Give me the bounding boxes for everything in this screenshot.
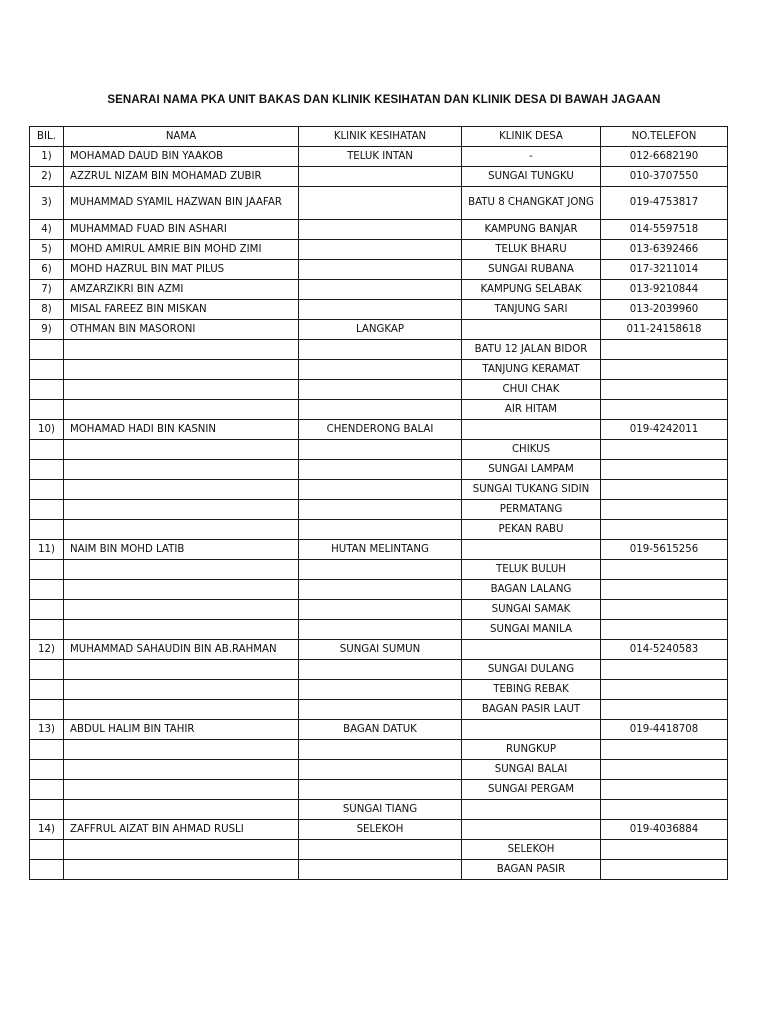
table-row bbox=[30, 520, 728, 540]
table-row bbox=[30, 320, 728, 340]
cell-no-telefon: 019-4418708 bbox=[601, 720, 728, 740]
cell-nama: ABDUL HALIM BIN TAHIR bbox=[64, 720, 299, 740]
cell-bil: 9) bbox=[30, 320, 64, 340]
cell-klinik-kesihatan bbox=[299, 600, 462, 620]
table-row bbox=[30, 380, 728, 400]
cell-no-telefon bbox=[601, 760, 728, 780]
cell-klinik-kesihatan: SELEKOH bbox=[299, 820, 462, 840]
cell-no-telefon bbox=[601, 780, 728, 800]
header-bil: BIL. bbox=[30, 127, 64, 147]
cell-klinik-desa: SELEKOH bbox=[462, 840, 601, 860]
cell-klinik-kesihatan bbox=[299, 500, 462, 520]
cell-no-telefon bbox=[601, 580, 728, 600]
table-row bbox=[30, 680, 728, 700]
table-row bbox=[30, 280, 728, 300]
cell-no-telefon bbox=[601, 480, 728, 500]
cell-nama bbox=[64, 460, 299, 480]
cell-nama bbox=[64, 340, 299, 360]
cell-bil: 11) bbox=[30, 540, 64, 560]
cell-nama bbox=[64, 440, 299, 460]
cell-bil: 13) bbox=[30, 720, 64, 740]
cell-bil bbox=[30, 860, 64, 880]
cell-klinik-kesihatan bbox=[299, 260, 462, 280]
cell-bil bbox=[30, 500, 64, 520]
cell-no-telefon bbox=[601, 620, 728, 640]
cell-bil: 10) bbox=[30, 420, 64, 440]
cell-bil: 4) bbox=[30, 220, 64, 240]
cell-bil bbox=[30, 520, 64, 540]
cell-bil: 5) bbox=[30, 240, 64, 260]
cell-klinik-kesihatan bbox=[299, 700, 462, 720]
cell-no-telefon bbox=[601, 660, 728, 680]
cell-klinik-kesihatan bbox=[299, 480, 462, 500]
cell-bil bbox=[30, 700, 64, 720]
cell-nama bbox=[64, 500, 299, 520]
cell-klinik-kesihatan bbox=[299, 620, 462, 640]
cell-klinik-desa: BATU 12 JALAN BIDOR bbox=[462, 340, 601, 360]
header-klinik-kesihatan: KLINIK KESIHATAN bbox=[299, 127, 462, 147]
cell-klinik-desa: SUNGAI TUNGKU bbox=[462, 167, 601, 187]
table-row bbox=[30, 640, 728, 660]
cell-klinik-kesihatan bbox=[299, 660, 462, 680]
cell-no-telefon bbox=[601, 840, 728, 860]
cell-no-telefon: 014-5240583 bbox=[601, 640, 728, 660]
cell-no-telefon bbox=[601, 600, 728, 620]
cell-nama: MOHD AMIRUL AMRIE BIN MOHD ZIMI bbox=[64, 240, 299, 260]
cell-no-telefon: 013-2039960 bbox=[601, 300, 728, 320]
cell-klinik-desa: SUNGAI TUKANG SIDIN bbox=[462, 480, 601, 500]
cell-klinik-kesihatan bbox=[299, 840, 462, 860]
cell-klinik-desa: SUNGAI PERGAM bbox=[462, 780, 601, 800]
cell-nama: MOHD HAZRUL BIN MAT PILUS bbox=[64, 260, 299, 280]
cell-klinik-desa: SUNGAI MANILA bbox=[462, 620, 601, 640]
cell-nama bbox=[64, 580, 299, 600]
cell-no-telefon: 019-4753817 bbox=[601, 187, 728, 220]
table-row bbox=[30, 147, 728, 167]
cell-nama bbox=[64, 360, 299, 380]
cell-klinik-kesihatan: SUNGAI SUMUN bbox=[299, 640, 462, 660]
table-row bbox=[30, 720, 728, 740]
cell-bil bbox=[30, 660, 64, 680]
cell-nama bbox=[64, 800, 299, 820]
table-row bbox=[30, 400, 728, 420]
cell-bil bbox=[30, 460, 64, 480]
cell-no-telefon bbox=[601, 340, 728, 360]
cell-nama bbox=[64, 480, 299, 500]
cell-klinik-desa: KAMPUNG BANJAR bbox=[462, 220, 601, 240]
cell-no-telefon: 010-3707550 bbox=[601, 167, 728, 187]
cell-no-telefon bbox=[601, 360, 728, 380]
table-row bbox=[30, 540, 728, 560]
cell-bil bbox=[30, 360, 64, 380]
cell-bil: 6) bbox=[30, 260, 64, 280]
cell-bil bbox=[30, 840, 64, 860]
cell-nama: MOHAMAD DAUD BIN YAAKOB bbox=[64, 147, 299, 167]
cell-klinik-desa bbox=[462, 320, 601, 340]
cell-klinik-kesihatan bbox=[299, 300, 462, 320]
cell-nama bbox=[64, 700, 299, 720]
cell-klinik-kesihatan bbox=[299, 440, 462, 460]
cell-nama: AMZARZIKRI BIN AZMI bbox=[64, 280, 299, 300]
cell-no-telefon: 019-4242011 bbox=[601, 420, 728, 440]
table-row bbox=[30, 220, 728, 240]
cell-klinik-kesihatan bbox=[299, 520, 462, 540]
cell-klinik-desa: SUNGAI LAMPAM bbox=[462, 460, 601, 480]
cell-no-telefon bbox=[601, 860, 728, 880]
cell-klinik-desa: TANJUNG KERAMAT bbox=[462, 360, 601, 380]
cell-klinik-desa: BAGAN PASIR LAUT bbox=[462, 700, 601, 720]
cell-klinik-desa bbox=[462, 540, 601, 560]
table-row bbox=[30, 420, 728, 440]
cell-bil: 2) bbox=[30, 167, 64, 187]
cell-no-telefon bbox=[601, 700, 728, 720]
cell-klinik-desa: TEBING REBAK bbox=[462, 680, 601, 700]
cell-bil bbox=[30, 480, 64, 500]
cell-klinik-kesihatan bbox=[299, 860, 462, 880]
table-row bbox=[30, 460, 728, 480]
cell-klinik-kesihatan bbox=[299, 680, 462, 700]
cell-no-telefon bbox=[601, 460, 728, 480]
cell-klinik-kesihatan bbox=[299, 580, 462, 600]
cell-klinik-kesihatan: SUNGAI TIANG bbox=[299, 800, 462, 820]
cell-no-telefon bbox=[601, 440, 728, 460]
cell-nama bbox=[64, 520, 299, 540]
cell-bil: 7) bbox=[30, 280, 64, 300]
table-row bbox=[30, 340, 728, 360]
header-nama: NAMA bbox=[64, 127, 299, 147]
table-row bbox=[30, 620, 728, 640]
table-row bbox=[30, 800, 728, 820]
table-row bbox=[30, 187, 728, 220]
cell-klinik-kesihatan bbox=[299, 187, 462, 220]
cell-bil bbox=[30, 400, 64, 420]
table-row bbox=[30, 500, 728, 520]
cell-klinik-desa: - bbox=[462, 147, 601, 167]
cell-klinik-desa: BATU 8 CHANGKAT JONG bbox=[462, 187, 601, 220]
table-row bbox=[30, 440, 728, 460]
cell-klinik-desa bbox=[462, 720, 601, 740]
cell-nama: MUHAMMAD SAHAUDIN BIN AB.RAHMAN bbox=[64, 640, 299, 660]
table-header-row bbox=[30, 127, 728, 147]
cell-klinik-desa: SUNGAI DULANG bbox=[462, 660, 601, 680]
cell-no-telefon bbox=[601, 500, 728, 520]
cell-klinik-desa: TANJUNG SARI bbox=[462, 300, 601, 320]
cell-klinik-desa: CHUI CHAK bbox=[462, 380, 601, 400]
cell-nama: ZAFFRUL AIZAT BIN AHMAD RUSLI bbox=[64, 820, 299, 840]
cell-klinik-kesihatan bbox=[299, 460, 462, 480]
cell-klinik-desa: RUNGKUP bbox=[462, 740, 601, 760]
cell-klinik-kesihatan bbox=[299, 360, 462, 380]
cell-bil bbox=[30, 440, 64, 460]
cell-nama: AZZRUL NIZAM BIN MOHAMAD ZUBIR bbox=[64, 167, 299, 187]
cell-bil bbox=[30, 340, 64, 360]
cell-klinik-kesihatan bbox=[299, 340, 462, 360]
cell-klinik-kesihatan bbox=[299, 780, 462, 800]
cell-klinik-desa bbox=[462, 800, 601, 820]
cell-klinik-desa: SUNGAI RUBANA bbox=[462, 260, 601, 280]
cell-nama: MOHAMAD HADI BIN KASNIN bbox=[64, 420, 299, 440]
cell-nama bbox=[64, 380, 299, 400]
cell-nama bbox=[64, 680, 299, 700]
cell-klinik-kesihatan: HUTAN MELINTANG bbox=[299, 540, 462, 560]
header-klinik-desa: KLINIK DESA bbox=[462, 127, 601, 147]
cell-klinik-desa bbox=[462, 820, 601, 840]
table-row bbox=[30, 840, 728, 860]
cell-nama bbox=[64, 400, 299, 420]
document-title: SENARAI NAMA PKA UNIT BAKAS DAN KLINIK KESIHATAN DAN KLINIK DESA DI BAWAH JAGAAN bbox=[107, 94, 661, 106]
cell-nama bbox=[64, 740, 299, 760]
cell-no-telefon: 014-5597518 bbox=[601, 220, 728, 240]
cell-bil bbox=[30, 600, 64, 620]
cell-no-telefon bbox=[601, 380, 728, 400]
cell-klinik-kesihatan bbox=[299, 167, 462, 187]
cell-bil bbox=[30, 620, 64, 640]
cell-no-telefon: 011-24158618 bbox=[601, 320, 728, 340]
cell-klinik-desa: CHIKUS bbox=[462, 440, 601, 460]
cell-klinik-desa: TELUK BULUH bbox=[462, 560, 601, 580]
cell-klinik-kesihatan bbox=[299, 760, 462, 780]
table-row bbox=[30, 167, 728, 187]
cell-no-telefon bbox=[601, 740, 728, 760]
cell-bil bbox=[30, 560, 64, 580]
cell-nama bbox=[64, 560, 299, 580]
cell-nama bbox=[64, 660, 299, 680]
cell-no-telefon: 013-6392466 bbox=[601, 240, 728, 260]
table-row bbox=[30, 360, 728, 380]
cell-no-telefon bbox=[601, 680, 728, 700]
staff-clinic-table bbox=[29, 126, 728, 880]
cell-klinik-kesihatan: LANGKAP bbox=[299, 320, 462, 340]
table-body bbox=[30, 147, 728, 880]
cell-nama bbox=[64, 760, 299, 780]
cell-klinik-desa: BAGAN LALANG bbox=[462, 580, 601, 600]
cell-nama bbox=[64, 860, 299, 880]
cell-klinik-desa: AIR HITAM bbox=[462, 400, 601, 420]
cell-klinik-kesihatan: TELUK INTAN bbox=[299, 147, 462, 167]
cell-nama: MISAL FAREEZ BIN MISKAN bbox=[64, 300, 299, 320]
cell-bil bbox=[30, 740, 64, 760]
cell-no-telefon: 012-6682190 bbox=[601, 147, 728, 167]
cell-klinik-desa: SUNGAI BALAI bbox=[462, 760, 601, 780]
cell-nama: MUHAMMAD SYAMIL HAZWAN BIN JAAFAR bbox=[64, 187, 299, 220]
cell-klinik-kesihatan bbox=[299, 240, 462, 260]
cell-nama bbox=[64, 620, 299, 640]
cell-bil bbox=[30, 380, 64, 400]
table-row bbox=[30, 820, 728, 840]
cell-klinik-desa: KAMPUNG SELABAK bbox=[462, 280, 601, 300]
cell-bil: 12) bbox=[30, 640, 64, 660]
table-row bbox=[30, 560, 728, 580]
cell-no-telefon bbox=[601, 800, 728, 820]
cell-klinik-desa bbox=[462, 640, 601, 660]
cell-nama: MUHAMMAD FUAD BIN ASHARI bbox=[64, 220, 299, 240]
cell-klinik-desa: TELUK BHARU bbox=[462, 240, 601, 260]
cell-klinik-kesihatan: CHENDERONG BALAI bbox=[299, 420, 462, 440]
cell-bil bbox=[30, 760, 64, 780]
cell-nama bbox=[64, 600, 299, 620]
table-row bbox=[30, 600, 728, 620]
table-row bbox=[30, 240, 728, 260]
cell-no-telefon: 019-4036884 bbox=[601, 820, 728, 840]
cell-nama bbox=[64, 840, 299, 860]
table-row bbox=[30, 660, 728, 680]
cell-no-telefon: 013-9210844 bbox=[601, 280, 728, 300]
cell-bil: 1) bbox=[30, 147, 64, 167]
cell-bil bbox=[30, 800, 64, 820]
table-row bbox=[30, 760, 728, 780]
table-row bbox=[30, 580, 728, 600]
cell-klinik-desa: SUNGAI SAMAK bbox=[462, 600, 601, 620]
cell-bil bbox=[30, 680, 64, 700]
table-row bbox=[30, 700, 728, 720]
header-no-telefon: NO.TELEFON bbox=[601, 127, 728, 147]
cell-klinik-desa: BAGAN PASIR bbox=[462, 860, 601, 880]
cell-no-telefon: 019-5615256 bbox=[601, 540, 728, 560]
table-row bbox=[30, 480, 728, 500]
cell-no-telefon bbox=[601, 560, 728, 580]
cell-bil: 3) bbox=[30, 187, 64, 220]
cell-no-telefon bbox=[601, 520, 728, 540]
cell-nama: OTHMAN BIN MASORONI bbox=[64, 320, 299, 340]
cell-nama: NAIM BIN MOHD LATIB bbox=[64, 540, 299, 560]
table-row bbox=[30, 780, 728, 800]
table-row bbox=[30, 860, 728, 880]
cell-nama bbox=[64, 780, 299, 800]
table-row bbox=[30, 260, 728, 280]
cell-klinik-desa bbox=[462, 420, 601, 440]
cell-bil: 8) bbox=[30, 300, 64, 320]
cell-klinik-kesihatan bbox=[299, 400, 462, 420]
cell-klinik-desa: PERMATANG bbox=[462, 500, 601, 520]
cell-klinik-kesihatan bbox=[299, 740, 462, 760]
cell-klinik-kesihatan bbox=[299, 280, 462, 300]
cell-bil bbox=[30, 780, 64, 800]
cell-klinik-desa: PEKAN RABU bbox=[462, 520, 601, 540]
cell-klinik-kesihatan bbox=[299, 220, 462, 240]
table-row bbox=[30, 300, 728, 320]
cell-bil: 14) bbox=[30, 820, 64, 840]
cell-no-telefon: 017-3211014 bbox=[601, 260, 728, 280]
cell-bil bbox=[30, 580, 64, 600]
cell-no-telefon bbox=[601, 400, 728, 420]
cell-klinik-kesihatan: BAGAN DATUK bbox=[299, 720, 462, 740]
cell-klinik-kesihatan bbox=[299, 560, 462, 580]
table-row bbox=[30, 740, 728, 760]
cell-klinik-kesihatan bbox=[299, 380, 462, 400]
